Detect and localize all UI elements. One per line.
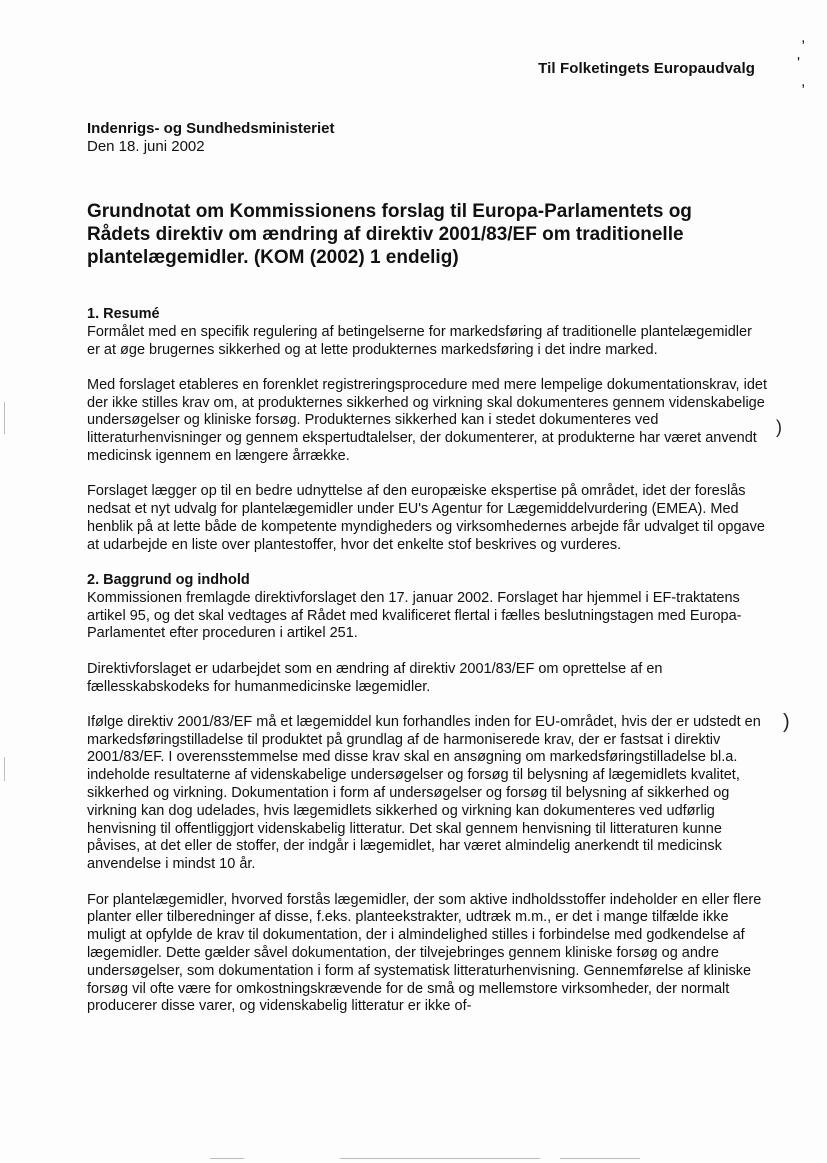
paragraph: Med forslaget etableres en forenklet registreringsprocedure med mere lempelige dokumentationskrav, idet der ikke stilles krav om, at produkternes sikkerhed og virkning skal dokumenteres gennem videnskabelige undersøgelser og kliniske forsøg. Produkternes sikkerhed kan i stedet dokumenteres ved litteraturhenvisninger og gennem ekspertudtalelser, der dokumenterer, at produkterne har været anvendt medicinsk igennem en længere årrække. [87,376,767,465]
scan-mark: ' [797,55,801,72]
scan-mark: , [801,73,806,90]
paragraph: For plantelægemidler, hvorved forstås lægemidler, der som aktive indholdsstoffer indeholder en eller flere planter eller tilberedninger af disse, f.eks. planteekstrakter, udtræk m.m., er det i mange tilfælde ikke muligt at opfylde de krav til dokumentation, der i almindelighed stilles i forbindelse med godkendelse af lægemidler. Dette gælder såvel dokumentation, der tilvejebringes gennem kliniske forsøg og andre undersøgelser, som dokumentation i form af systematisk litteraturhenvisning. Gennemførelse af kliniske forsøg vil ofte være for omkostningskrævende for de små og mellemstore virksomheder, der normalt producerer disse varer, og videnskabelig litteratur er ikke of- [87,891,762,1015]
paragraph: Formålet med en specifik regulering af betingelserne for markedsføring af traditionelle plantelægemidler er at øge brugernes sikkerhed og at lette produkternes markedsføring i det indre marked. [87,323,752,358]
margin-bracket-mark: ) [783,711,790,733]
recipient-line: Til Folketingets Europaudvalg [538,60,755,77]
scan-artifact [340,1158,540,1159]
scan-artifact [560,1158,640,1159]
document-body [87,306,767,1034]
paragraph: Ifølge direktiv 2001/83/EF må et lægemiddel kun forhandles inden for EU-området, hvis der er udstedt en markedsføringstilladelse til produktet på grundlag af de harmoniserede krav, der er fastsat i direktiv 2001/83/EF. I overensstemmelse med disse krav skal en ansøgning om markedsføringstilladelse bl.a. indeholde resultaterne af videnskabelige undersøgelser og forsøg til belysning af lægemidlets kvalitet, sikkerhed og virkning. Dokumentation i form af undersøgelser og forsøg til belysning af sikkerhed og virkning kan dog udelades, hvis lægemidlets sikkerhed og virkning kan dokumenteres ved udførlig henvisning til offentliggjort videnskabelig litteratur. Det skal gennem henvisning til litteraturen kunne påvises, at det eller de stoffer, der indgår i lægemidlet, har været almindelig anerkendt til medicinsk anvendelse i mindst 10 år. [87,713,761,873]
scan-artifact [4,402,5,434]
scan-mark: , [801,29,806,46]
scan-artifact [4,757,5,781]
paragraph: Direktivforslaget er udarbejdet som en ændring af direktiv 2001/83/EF om oprettelse af en fællesskabskodeks for humanmedicinske lægemidler. [87,660,663,695]
paragraph: Kommissionen fremlagde direktivforslaget den 17. januar 2002. Forslaget har hjemmel i EF-traktatens artikel 95, og det skal vedtages af Rådet med kvalificeret flertal i fælles beslutningstagen med Europa-Parlamentet efter proceduren i artikel 251. [87,589,742,642]
document-date: Den 18. juni 2002 [87,138,205,155]
section-heading: 2. Baggrund og indhold [87,572,250,589]
margin-bracket-mark: ) [776,417,782,437]
scan-artifact [210,1158,244,1159]
sender-block [87,120,335,156]
document-title: Grundnotat om Kommissionens forslag til Europa-Parlamentets og Rådets direktiv om ændring af direktiv 2001/83/EF om traditionelle plantelægemidler. (KOM (2002) 1 endelig) [87,201,692,268]
paragraph: Forslaget lægger op til en bedre udnyttelse af den europæiske ekspertise på området, idet der foreslås nedsat et nyt udvalg for plantelægemidler under EU's Agentur for Lægemiddelvurdering (EMEA). Med henblik på at lette både de kompetente myndigheders og virksomhedernes arbejde får udvalget til opgave at udarbejde en liste over plantestoffer, hvor det enkelte stof beskrives og vurderes. [87,483,765,553]
ministry-name: Indenrigs- og Sundhedsministeriet [87,120,335,137]
section-heading: 1. Resumé [87,306,160,322]
